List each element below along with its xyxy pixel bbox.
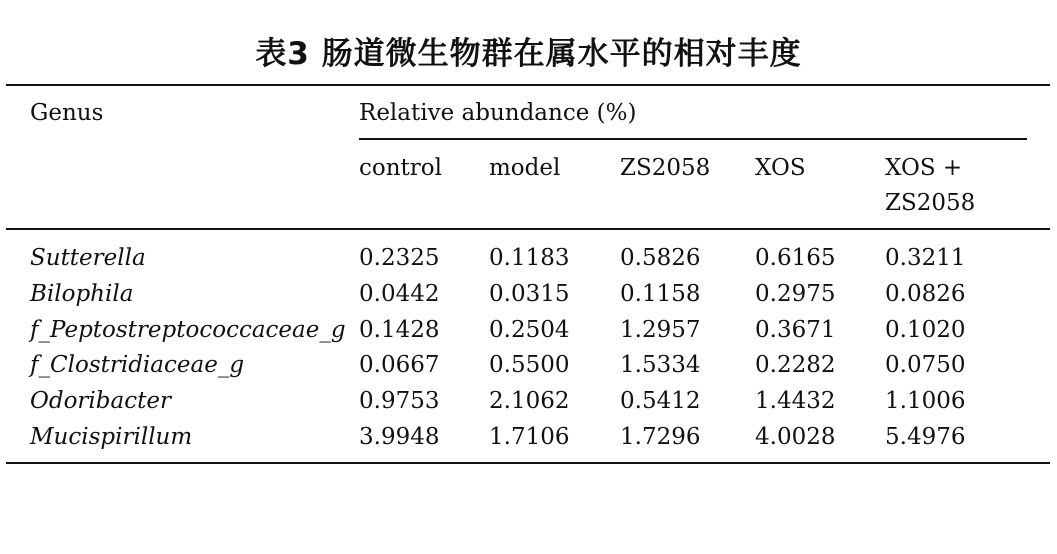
value-cell: 0.0826 bbox=[885, 281, 966, 307]
relative-abundance-header: Relative abundance (%) bbox=[359, 100, 637, 126]
value-cell: 2.1062 bbox=[489, 388, 570, 414]
value-cell: 5.4976 bbox=[885, 424, 966, 450]
value-cell: 0.6165 bbox=[755, 245, 836, 271]
value-cell: 0.3211 bbox=[885, 245, 966, 271]
value-cell: 0.2975 bbox=[755, 281, 836, 307]
value-cell: 3.9948 bbox=[359, 424, 440, 450]
value-cell: 4.0028 bbox=[755, 424, 836, 450]
value-cell: 0.2282 bbox=[755, 352, 836, 378]
column-header-control: control bbox=[359, 155, 442, 181]
column-header-model: model bbox=[489, 155, 561, 181]
value-cell: 0.0667 bbox=[359, 352, 440, 378]
value-cell: 0.9753 bbox=[359, 388, 440, 414]
genus-cell: Mucispirillum bbox=[30, 424, 193, 450]
value-cell: 0.2504 bbox=[489, 317, 570, 343]
value-cell: 0.0442 bbox=[359, 281, 440, 307]
value-cell: 0.1020 bbox=[885, 317, 966, 343]
value-cell: 1.7296 bbox=[620, 424, 701, 450]
top-rule bbox=[6, 84, 1050, 86]
value-cell: 1.1006 bbox=[885, 388, 966, 414]
value-cell: 0.1428 bbox=[359, 317, 440, 343]
genus-header: Genus bbox=[30, 100, 104, 126]
value-cell: 1.2957 bbox=[620, 317, 701, 343]
value-cell: 0.5826 bbox=[620, 245, 701, 271]
bottom-rule bbox=[6, 462, 1050, 464]
value-cell: 0.0750 bbox=[885, 352, 966, 378]
value-cell: 0.1158 bbox=[620, 281, 701, 307]
value-cell: 1.7106 bbox=[489, 424, 570, 450]
value-cell: 1.4432 bbox=[755, 388, 836, 414]
value-cell: 0.5500 bbox=[489, 352, 570, 378]
column-header-xos-zs2058-line2: ZS2058 bbox=[885, 190, 976, 216]
column-header-xos: XOS bbox=[755, 155, 806, 181]
value-cell: 0.3671 bbox=[755, 317, 836, 343]
genus-cell: Bilophila bbox=[30, 281, 134, 307]
value-cell: 0.1183 bbox=[489, 245, 570, 271]
genus-cell: Odoribacter bbox=[30, 388, 171, 414]
value-cell: 0.0315 bbox=[489, 281, 570, 307]
value-cell: 1.5334 bbox=[620, 352, 701, 378]
genus-cell: f_Peptostreptococcaceae_g bbox=[30, 317, 346, 343]
header-rule bbox=[6, 228, 1050, 230]
value-cell: 0.5412 bbox=[620, 388, 701, 414]
group-rule bbox=[359, 138, 1027, 140]
value-cell: 0.2325 bbox=[359, 245, 440, 271]
column-header-zs2058: ZS2058 bbox=[620, 155, 711, 181]
column-header-xos-zs2058-line1: XOS + bbox=[885, 155, 963, 181]
genus-cell: Sutterella bbox=[30, 245, 146, 271]
genus-cell: f_Clostridiaceae_g bbox=[30, 352, 245, 378]
table-title: 表3 肠道微生物群在属水平的相对丰度 bbox=[255, 36, 802, 72]
